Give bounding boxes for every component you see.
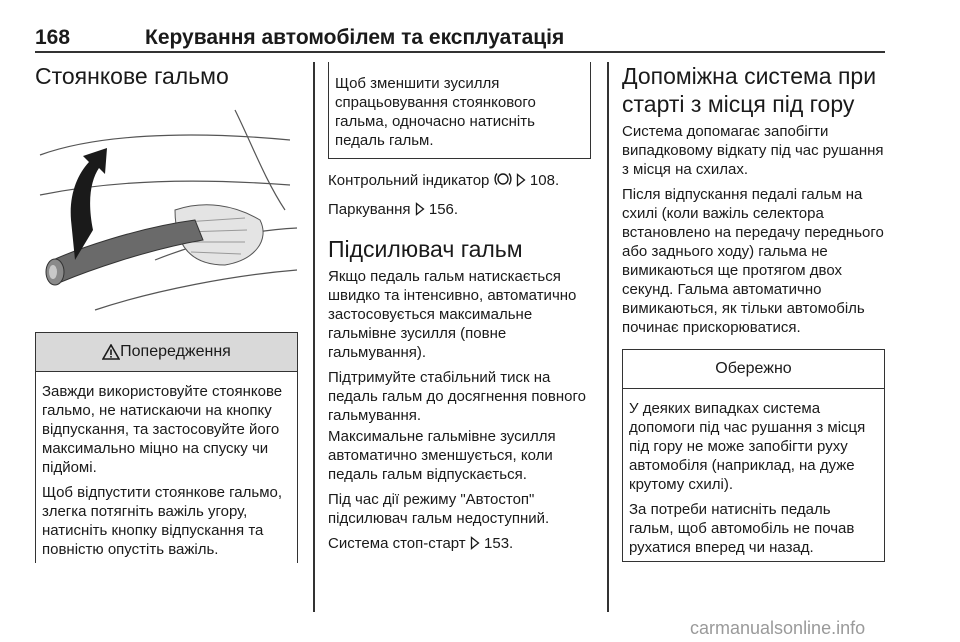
paragraph: Система допомагає запобігти випадковому відкату під час рушання з місця на схилах.: [622, 123, 884, 178]
reference-parking[interactable]: Паркування 156.: [328, 201, 459, 218]
reference-indicator[interactable]: Контрольний індикатор 108.: [328, 172, 560, 189]
references: [328, 171, 600, 219]
column-divider: [607, 62, 609, 612]
column-divider: [313, 62, 315, 612]
chapter-title: Керування автомобілем та експлуатація: [145, 26, 565, 49]
watermark: carmanualsonline.info: [690, 618, 866, 638]
brake-indicator-icon: [494, 171, 512, 187]
header-rule: [35, 51, 885, 53]
column-brake-assist: [328, 62, 600, 553]
column-parking-brake: [35, 62, 298, 563]
page-header: [35, 18, 885, 52]
handbrake-illustration: [35, 100, 298, 315]
section-title-parking-brake: Стоянкове гальмо: [35, 63, 229, 89]
paragraph: Після відпускання педалі гальм на схилі (коли важіль селектора встановлено на передачу переднього або заднього ходу) гальма не вимикаються ще протягом двох секунд. Гальма автоматично вимикаються, як тільки автомобіль починає прискорюватися.: [622, 186, 884, 336]
paragraph: Максимальне гальмівне зусилля автоматично зменшується, коли педаль гальм відпускається.: [328, 428, 556, 483]
caution-box: [622, 349, 885, 562]
page-reference-icon: [516, 173, 526, 187]
caution-paragraph: У деяких випадках система допомоги під час рушання з місця під гору не може запобігти руху автомобіля (наприклад, на дуже крутому схилі).: [629, 400, 866, 493]
column-hill-start-assist: [622, 62, 885, 562]
paragraph: Підтримуйте стабільний тиск на педаль гальм до досягнення повного гальмування.: [328, 369, 586, 424]
warning-paragraph: Щоб зменшити зусилля спрацьовування стоянкового гальма, одночасно натисніть педаль гальм.: [335, 75, 536, 149]
page-reference-icon: [415, 202, 425, 216]
warning-label: Попередження: [120, 343, 231, 360]
paragraph: Під час дії режиму "Автостоп" підсилювач гальм недоступний.: [328, 491, 550, 527]
warning-box: [35, 332, 298, 563]
warning-triangle-icon: [102, 344, 120, 360]
warning-box-continued: [328, 62, 591, 159]
warning-paragraph: Завжди використовуйте стоянкове гальмо, не натискаючи на кнопку відпускання, та застосовуйте його максимально міцно на спуску чи підйомі.: [42, 383, 283, 476]
caution-paragraph: За потреби натисніть педаль гальм, щоб автомобіль не почав рухатися вперед чи назад.: [629, 501, 855, 556]
warning-header: [36, 333, 297, 372]
page-number: 168: [35, 26, 71, 49]
section-title-brake-assist: Підсилювач гальм: [328, 236, 523, 262]
warning-paragraph: Щоб відпустити стоянкове гальмо, злегка потягніть важіль угору, натисніть кнопку відпускання та повністю опустіть важіль.: [42, 484, 283, 558]
reference-stop-start[interactable]: Система стоп-старт 153.: [328, 535, 514, 552]
page-reference-icon: [470, 536, 480, 550]
section-title-hill-start-assist: Допоміжна система при старті з місця під гору: [622, 63, 877, 117]
paragraph: Якщо педаль гальм натискається швидко та інтенсивно, автоматично застосовується максимальне гальмівне зусилля (повне гальмування).: [328, 268, 577, 361]
caution-header: Обережно: [623, 350, 884, 389]
